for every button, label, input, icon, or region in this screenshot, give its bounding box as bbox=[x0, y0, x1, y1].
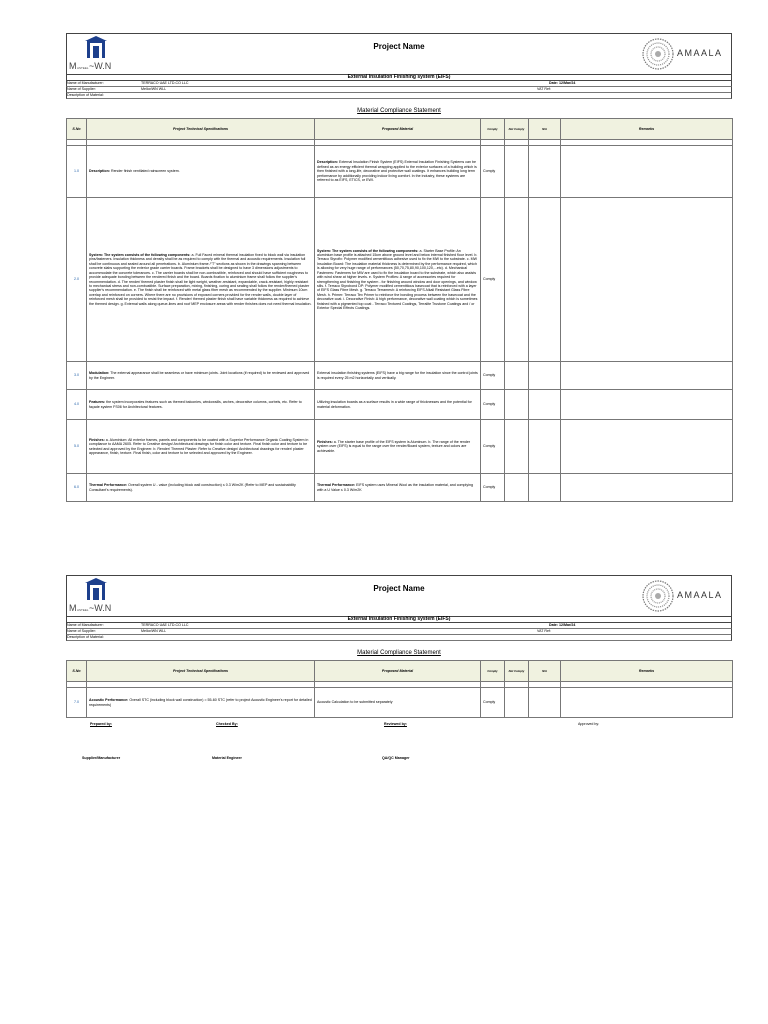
col-proposed: Proposed Material bbox=[315, 119, 481, 140]
table-row: 4.0 Features: the system incorporates features such as themed balconies, windowsills, arches, decorative columns, corbels, etc. Refer to façade system FS06 for Architectural features. Utilizing insulation boards as a surface results in a wide range of thicknesses and the potential for material deformation. Comply bbox=[67, 390, 733, 420]
supplier-label: Name of Supplier: bbox=[67, 629, 96, 633]
signature-block bbox=[66, 722, 732, 767]
svg-text:ASTEEL: ASTEEL bbox=[77, 608, 89, 612]
compliance-title: Material Compliance Statement bbox=[357, 650, 441, 656]
table-row: 6.0 Thermal Performance: Overall system U - value (including block wall construction) ≤ 0.3 W/m2K (Refer to MEP and sustainability Consultant's requirements). Thermal Performance: EIFS system uses Mineral Wool as the insulation material, and complying with a U Value ≤ 0.3 W/m2K Comply bbox=[67, 474, 733, 502]
vat-label: VAT Ref: bbox=[537, 87, 551, 91]
date-label: Date: 12/Mar/24 bbox=[549, 81, 576, 85]
table-row: 3.0 Modulation: The external appearance shall be seamless or have minimum joints. Joint locations (if required) to be reviewed and approved by the Engineer. External insulation finishing systems (EIFS) have a big range for the insulation since the control joints is required every 25 m2 horizontally and vertically. Comply bbox=[67, 362, 733, 390]
col-na: N/A bbox=[529, 119, 561, 140]
project-title: Project Name bbox=[373, 584, 425, 593]
supplier-signature: Supplier/Manufacturer bbox=[82, 756, 121, 760]
svg-text:ASTEEL: ASTEEL bbox=[77, 66, 89, 70]
amaala-text: AMAALA bbox=[677, 48, 723, 58]
amaala-text: AMAALA bbox=[677, 590, 723, 600]
manufacturer-label: Name of Manufacturer: bbox=[67, 623, 104, 627]
table-row: 2.0 System: The system consists of the following components: a. Full Faced mineral thermal insulation fixed to block wall via insulation pins/fasteners. Insulation thickness and density shall be as required to comply with the thermal and acoustic requirements. Insulation full shall be continuous and sealed around all penetrations. b. Aluminium frame /"T" sections as shown in the drawings spanning between concrete slabs supporting the exterior grade carrier boards. Frame brackets shall be designed to have 3 dimensions adjustments to accommodate the concrete tolerances. c. The carrier boards shall be non-combustible, reinforced and should have sufficient roughness to provide adequate bonding between the rendered finish and the board. Boards fixation to aluminium frame shall follow the supplier's recommendation. d. The render/ themed plaster finish shall be light weight, weather-resistant, expandable, crack-resistant, highly resistant to mechanical stress and non-combustible. Surface preparation, mixing, finishing, curing and sealing shall follow the render/themed plaster supplier's recommendation. e. The finish shall be reinforced with metal glass fiber mesh as recommended by the supplier. Minimum 10cm overlap and reinforced on corners. Where there are no provisions of exposed corners provided for the render walls, double layer of reinforced mesh shall be provided to resist the impact. f. Render/ themed plaster finish shall have variable thickness as required to achieve the themed design. g. External walls along queue-lines and roof MEP enclosure areas with render finishes does not need thermal insulation. System: The system consists of the following components: a. Starter Base Profile: An aluminium base profile is attached 15cm above ground level and below internal finished floor level. b. Terraco Styrofix: Polymer modified cementitious adhesive used to fix the MW to the substrate. c. MW Insulation Board: The insulation material thickness is determined by the performance required, which is allowing for very huge range of performances (50,70,75,80,90,100,120,...etc). d. Mechanical Fasteners: Fasteners for MW are used to fix the insulation board to the substrate, which also assists with wind shear at higher levels. e. System Profiles: A range of accessories required for strengthening and finishing the system - for finishing around window and door openings, and window sills. f. Terraco Styrobond DP: Polymer modified cementitious basecoat that is reinforced with a layer of EIFS Glass Fibre Mesh. g. Terraco Terramesh: A reinforcing EIFS Alkali Resistant Glass Fibre Mesh. h. Primer: Terraco Tex Primer to reinforce the bonding process between the basecoat and the decorative coat. i. Decorative Finish: A high performance, decorative wall coating which is sometimes finished with a pigmented top coat - Terraco Textured Coatings, Terralite Trustone Coatings and / or Exterior Special Effects Coatings. Comply bbox=[67, 198, 733, 362]
manufacturer-value: TERRACO UAE LTD.CO LLC bbox=[141, 623, 189, 627]
amaala-mandala-icon bbox=[641, 579, 675, 613]
svg-text:M: M bbox=[69, 61, 77, 71]
description-label: Description of Material: bbox=[67, 93, 104, 97]
amaala-logo bbox=[641, 37, 727, 71]
engineer-signature: Material Engineer bbox=[212, 756, 242, 760]
compliance-table bbox=[66, 118, 733, 502]
col-remarks: Remarks bbox=[561, 661, 733, 682]
amaala-mandala-icon bbox=[641, 37, 675, 71]
info-row-description bbox=[66, 93, 732, 99]
reviewed-by-label: Reviewed by: bbox=[384, 722, 407, 726]
approved-by-label: Approved by: bbox=[578, 722, 600, 726]
col-not-comply: Not Comply bbox=[505, 661, 529, 682]
col-spec: Project Technical Specifications bbox=[87, 661, 315, 682]
supplier-value: Mellor/WN WLL bbox=[141, 629, 167, 633]
svg-text:~W.N: ~W.N bbox=[89, 61, 112, 71]
prepared-by-label: Prepared by: bbox=[90, 722, 112, 726]
col-comply: Comply bbox=[481, 119, 505, 140]
supplier-label: Name of Supplier: bbox=[67, 87, 96, 91]
manufacturer-value: TERRACO UAE LTD.CO LLC bbox=[141, 81, 189, 85]
table-header-row bbox=[67, 119, 733, 140]
col-na: N/A bbox=[529, 661, 561, 682]
col-sno: S.No bbox=[67, 119, 87, 140]
table-header-row bbox=[67, 661, 733, 682]
col-sno: S.No bbox=[67, 661, 87, 682]
qaqc-signature: QA/QC Manager bbox=[382, 756, 410, 760]
info-row-description bbox=[66, 635, 732, 641]
col-remarks: Remarks bbox=[561, 119, 733, 140]
form-subtitle: External Insulation Finishing system (EIFS) bbox=[66, 616, 732, 623]
manufacturer-label: Name of Manufacturer: bbox=[67, 81, 104, 85]
supplier-value: Mellor/WN WLL bbox=[141, 87, 167, 91]
col-comply: Comply bbox=[481, 661, 505, 682]
project-title: Project Name bbox=[373, 42, 425, 51]
table-row: 7.0 Acoustic Performance: Overall STC (including block wall construction) = 55-60 STC (refer to project Acoustic Engineer's report for detailed requirements) Acoustic Calculation to be submitted separately Comply bbox=[67, 688, 733, 718]
date-label: Date: 12/Mar/24 bbox=[549, 623, 576, 627]
svg-text:~W.N: ~W.N bbox=[89, 603, 112, 613]
compliance-title: Material Compliance Statement bbox=[357, 108, 441, 114]
table-row: 1.0 Description: Render finish ventilated rainscreen system. Description: External Insulation Finish System (EIFS) External Insulation Finishing Systems can be defined as an energy efficient thermal wrapping applied to the exterior surfaces of a building which is then finished with a long-life, decorative and protective wall coatings. It enhances building long term performance by additionally providing indoor living comfort. In the industry, these systems are referred to as EIFS, ETICS, or EWI. Comply bbox=[67, 146, 733, 198]
amaala-logo bbox=[641, 579, 727, 613]
sheet-header bbox=[66, 575, 732, 617]
col-not-comply: Not Comply bbox=[505, 119, 529, 140]
form-subtitle: External Insulation Finishing system (EIFS) bbox=[66, 74, 732, 81]
table-row: 5.0 Finishes: a. Aluminium: All exterior frames, panels and components to be coated with a Superior Performance Organic Coating System in compliance to AAMA 2605. Refer to Creative design/ Architectural drawings for finish color and texture. Final finish color and texture to be selected and approved by the Engineer. b. Render/ Themed Plaster: Refer to Creative design/ Architectural drawings for render/ plaster appearance, finish, texture. Final finish, color and texture to be selected and approved by the Engineer. Finishes: a. The starter base profile of the EIFS system is Aluminum. b. The range of the render system over (EIFS) is equal to the range over the render/Board system, texture and colors are achievable. Comply bbox=[67, 420, 733, 474]
description-label: Description of Material: bbox=[67, 635, 104, 639]
sheet-header bbox=[66, 33, 732, 75]
col-proposed: Proposed Material bbox=[315, 661, 481, 682]
vat-label: VAT Ref: bbox=[537, 629, 551, 633]
compliance-table bbox=[66, 660, 733, 718]
svg-text:M: M bbox=[69, 603, 77, 613]
checked-by-label: Checked By: bbox=[216, 722, 238, 726]
col-spec: Project Technical Specifications bbox=[87, 119, 315, 140]
